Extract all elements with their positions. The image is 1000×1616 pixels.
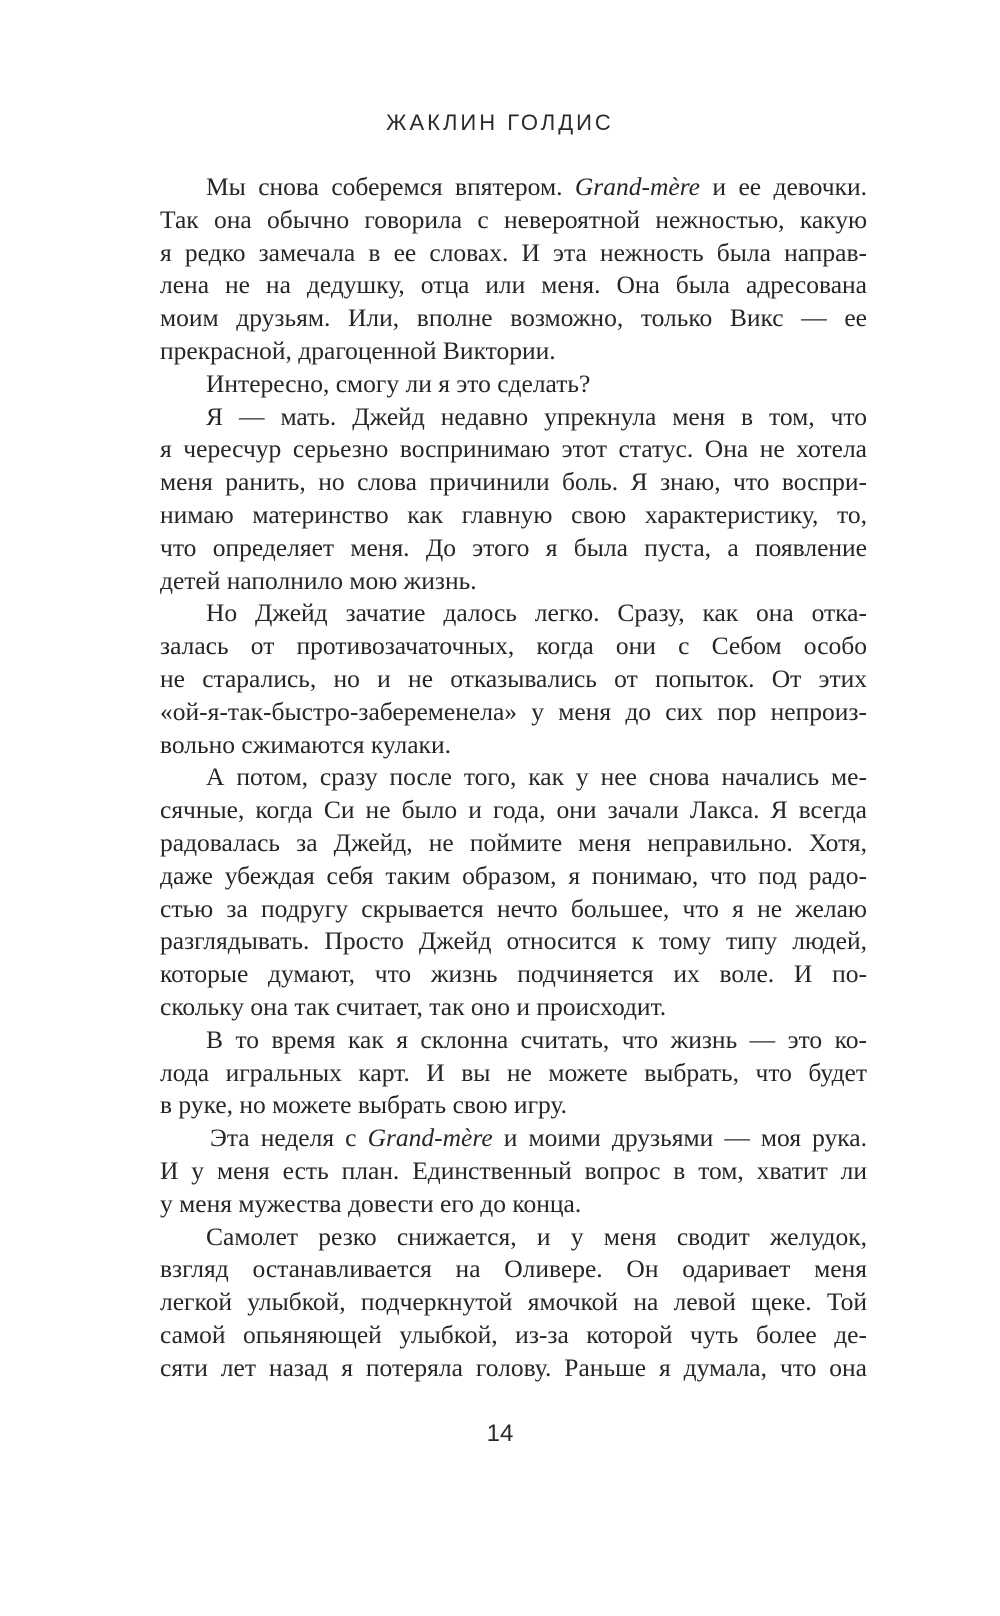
text-line: Мы снова соберемся впятером. Grand-mère и ее девочки.	[206, 172, 867, 201]
running-header: ЖАКЛИН ГОЛДИС	[386, 110, 614, 135]
text-line: у меня мужества довести его до конца.	[160, 1188, 582, 1218]
text-line: сяти лет назад я потеряла голову. Раньше я думала, что она	[160, 1352, 867, 1382]
text-line: Эта неделя с Grand-mère и моими друзьями — моя рука.	[210, 1123, 867, 1153]
text-line: нимаю материнство как главную свою характеристику, то,	[160, 500, 867, 529]
text-line: даже убеждая себя таким образом, я понимаю, что под радо-	[160, 860, 867, 890]
italic-term: Grand-mère	[367, 1123, 493, 1153]
text-line: я редко замечала в ее словах. И эта нежность была направ-	[160, 237, 867, 267]
text-line: «ой-я-так-быстро-забеременела» у меня до сих пор непроиз-	[160, 696, 867, 726]
text-line: детей наполнило мою жизнь.	[160, 565, 477, 595]
text-line: Я — мать. Джейд недавно упрекнула меня в том, что	[206, 401, 867, 431]
text-line: Самолет резко снижается, и у меня сводит желудок,	[206, 1221, 867, 1251]
text-line: прекрасной, драгоценной Виктории.	[160, 336, 556, 365]
text-line: И у меня есть план. Единственный вопрос в том, хватит ли	[160, 1156, 867, 1185]
text-line: в руке, но можете выбрать свою игру.	[160, 1090, 568, 1120]
page-number: 14	[486, 1420, 514, 1447]
text-line: залась от противозачаточных, когда они с Себом особо	[160, 631, 867, 661]
text-line: Но Джейд зачатие далось легко. Сразу, как она отка-	[206, 598, 867, 628]
text-line: взгляд останавливается на Оливере. Он одаривает меня	[160, 1254, 867, 1284]
text-line: радовалась за Джейд, не поймите меня неправильно. Хотя,	[160, 828, 867, 857]
text-line: сячные, когда Си не было и года, они зачали Лакса. Я всегда	[160, 795, 867, 825]
body-text	[160, 170, 867, 1422]
text-line: самой опьяняющей улыбкой, из-за которой чуть более де-	[160, 1320, 867, 1349]
text-line: вольно сжимаются кулаки.	[160, 729, 451, 759]
text-line: легкой улыбкой, подчеркнутой ямочкой на левой щеке. Той	[160, 1287, 867, 1317]
text-line: Интересно, смогу ли я это сделать?	[206, 368, 591, 398]
text-line: что определяет меня. До этого я была пуста, а появление	[160, 532, 867, 562]
text-line: не старались, но и не отказывались от попыток. От этих	[160, 664, 867, 693]
text-line: стью за подругу скрывается нечто большее, что я не желаю	[160, 893, 867, 923]
text-line: моим друзьям. Или, вполне возможно, только Викс — ее	[160, 303, 867, 333]
text-line: лена не на дедушку, отца или меня. Она была адресована	[160, 270, 867, 300]
text-line: лода игральных карт. И вы не можете выбрать, что будет	[160, 1057, 867, 1087]
text-line: меня ранить, но слова причинили боль. Я знаю, что воспри-	[160, 467, 867, 497]
text-line: которые думают, что жизнь подчиняется их воле. И по-	[160, 959, 867, 989]
text-line: В то время как я склонна считать, что жизнь — это ко-	[206, 1024, 867, 1054]
text-line: я чересчур серьезно воспринимаю этот статус. Она не хотела	[160, 434, 867, 464]
text-line: А потом, сразу после того, как у нее снова начались ме-	[206, 762, 867, 792]
text-line: скольку она так считает, так оно и происходит.	[160, 992, 667, 1021]
italic-term: Grand-mère	[574, 172, 700, 201]
text-line: Так она обычно говорила с невероятной нежностью, какую	[160, 204, 867, 234]
text-line: разглядывать. Просто Джейд относится к тому типу людей,	[160, 926, 867, 956]
